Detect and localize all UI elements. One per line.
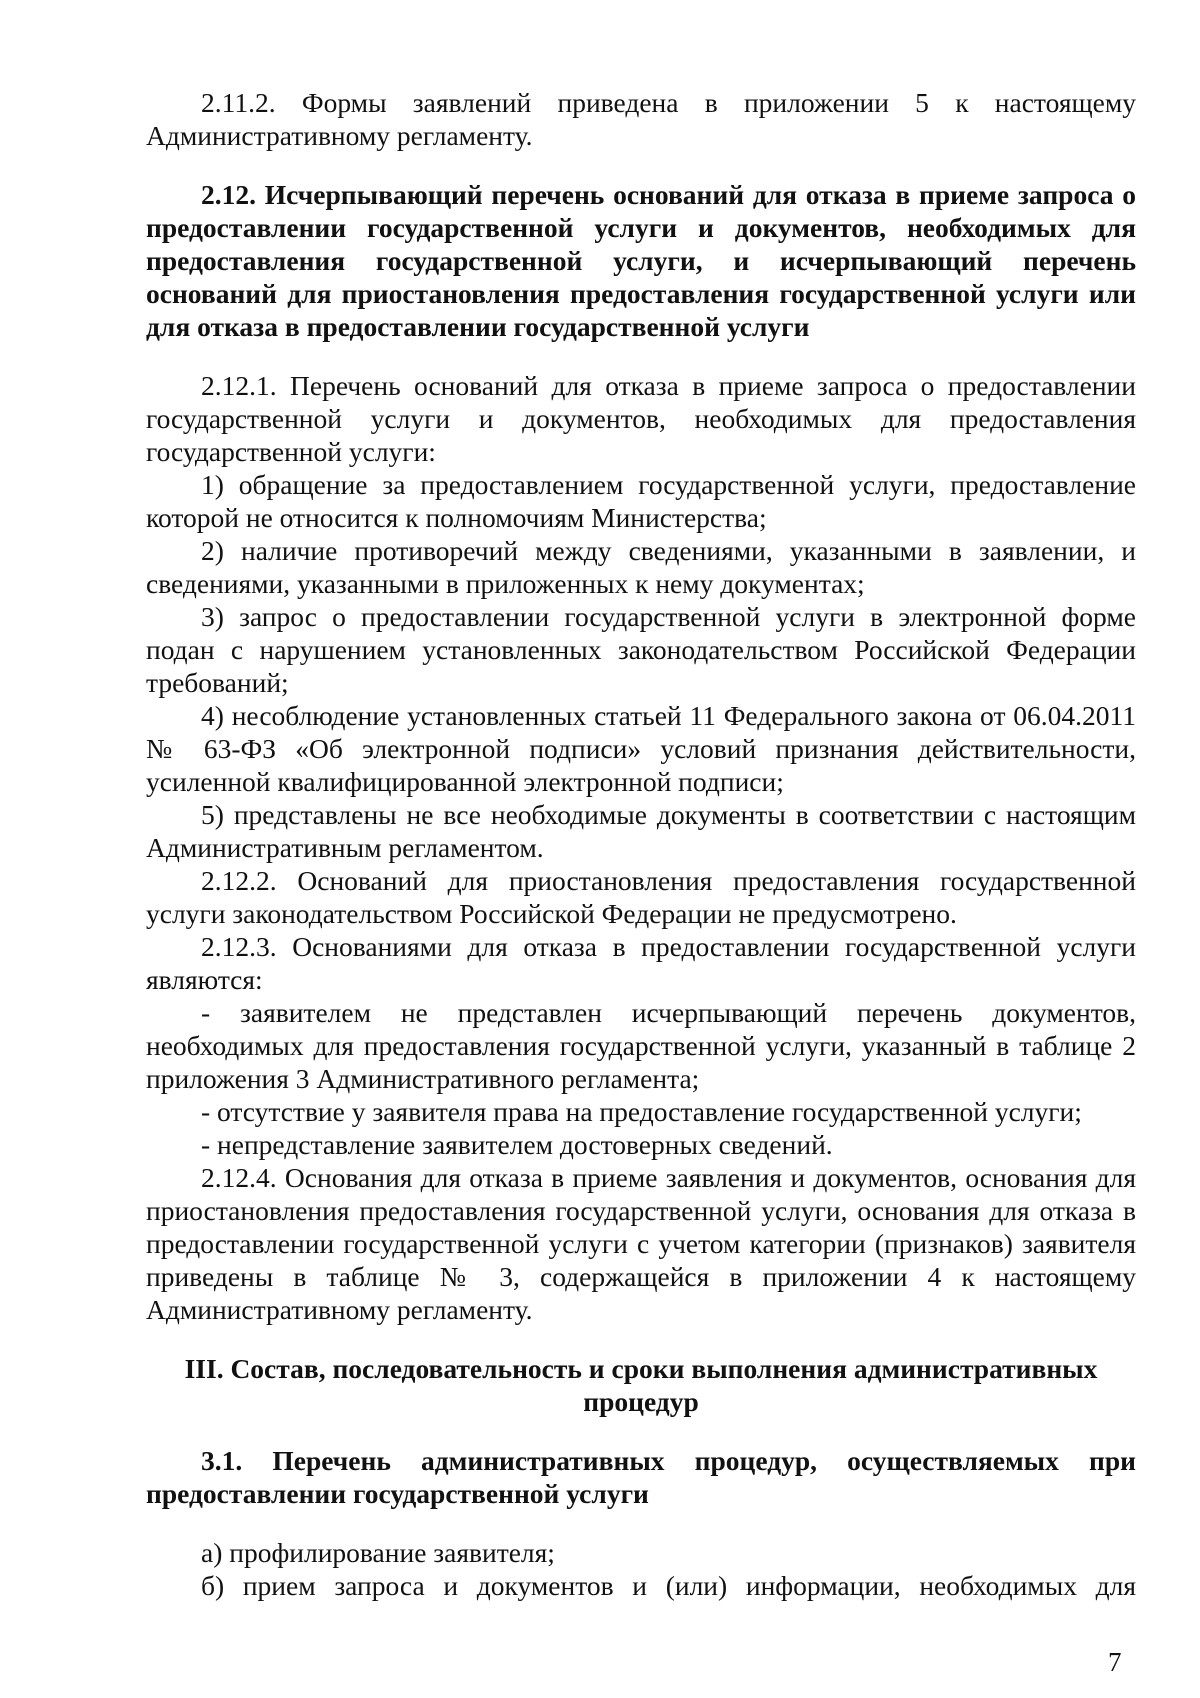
list-item-2-12-1-4: 4) несоблюдение установленных статьей 11 Федерального закона от 06.04.2011 № 63-ФЗ «Об электронной подписи» условий признания действительности, усиленной квалифицированной электронной подписи; (146, 700, 1136, 797)
list-item-2-12-1-5: 5) представлены не все необходимые документы в соответствии с настоящим Административным регламентом. (146, 799, 1136, 863)
paragraph-2-12-3: 2.12.3. Основаниями для отказа в предоставлении государственной услуги являются: (146, 931, 1136, 995)
heading-section-III: III. Состав, последовательность и сроки выполнения административных процедур (184, 1353, 1098, 1417)
list-item-2-12-1-3: 3) запрос о предоставлении государственной услуги в электронной форме подан с нарушением установленных законодательством Российской Федерации требований; (146, 601, 1136, 698)
list-item-3-1-b: б) прием запроса и документов и (или) информации, необходимых для (201, 1570, 1136, 1601)
list-item-2-12-3-3: - непредставление заявителем достоверных сведений. (201, 1129, 833, 1160)
list-item-2-12-3-1: - заявителем не представлен исчерпывающий перечень документов, необходимых для предоставления государственной услуги, указанный в таблице 2 приложения 3 Административного регламента; (146, 997, 1136, 1094)
document-page (146, 86, 1136, 1602)
list-item-3-1-a: а) профилирование заявителя; (201, 1537, 555, 1568)
heading-3-1: 3.1. Перечень административных процедур, осуществляемых при предоставлении государственной услуги (146, 1445, 1136, 1509)
paragraph-2-12-1: 2.12.1. Перечень оснований для отказа в приеме запроса о предоставлении государственной услуги и документов, необходимых для предоставления государственной услуги: (146, 370, 1136, 467)
list-item-2-12-3-2: - отсутствие у заявителя права на предоставление государственной услуги; (201, 1096, 1082, 1127)
list-item-2-12-1-1: 1) обращение за предоставлением государственной услуги, предоставление которой не относится к полномочиям Министерства; (146, 469, 1136, 533)
paragraph-2-12-4: 2.12.4. Основания для отказа в приеме заявления и документов, основания для приостановления предоставления государственной услуги, основания для отказа в предоставлении государственной услуги с учетом категории (признаков) заявителя приведены в таблице № 3, содержащейся в приложении 4 к настоящему Административному регламенту. (146, 1162, 1136, 1325)
paragraph-2-11-2: 2.11.2. Формы заявлений приведена в приложении 5 к настоящему Административному регламенту. (146, 87, 1136, 151)
page-number: 7 (1108, 1647, 1122, 1677)
paragraph-2-12-2: 2.12.2. Оснований для приостановления предоставления государственной услуги законодательством Российской Федерации не предусмотрено. (146, 865, 1136, 929)
heading-2-12: 2.12. Исчерпывающий перечень оснований для отказа в приеме запроса о предоставлении государственной услуги и документов, необходимых для предоставления государственной услуги, и исчерпывающий перечень оснований для приостановления предоставления государственной услуги или для отказа в предоставлении государственной услуги (146, 179, 1136, 342)
list-item-2-12-1-2: 2) наличие противоречий между сведениями, указанными в заявлении, и сведениями, указанными в приложенных к нему документах; (146, 535, 1136, 599)
